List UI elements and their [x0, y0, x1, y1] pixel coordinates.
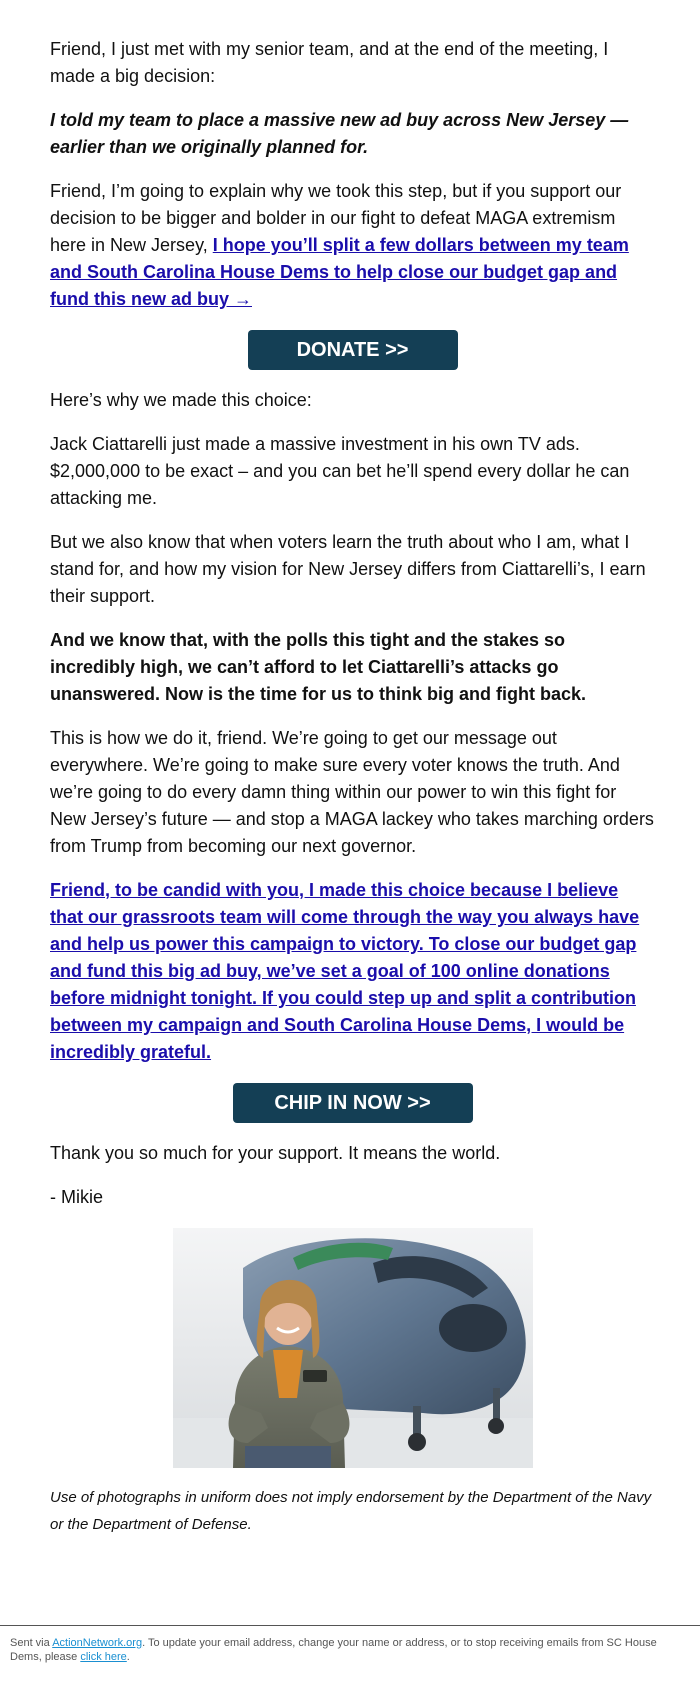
how-paragraph: This is how we do it, friend. We’re going to get our message out everywhere. We’re going to make sure every voter knows the truth. And we’re going to do every damn thing within our power to win this fight for New Jersey’s future — and stop a MAGA lackey who takes marching orders from Trump from becoming our next governor.: [50, 728, 654, 856]
signoff: - Mikie: [50, 1187, 103, 1207]
intro-paragraph: Friend, I just met with my senior team, and at the end of the meeting, I made a big decision:: [50, 39, 609, 86]
thanks-paragraph: Thank you so much for your support. It means the world.: [50, 1143, 501, 1163]
footer-end: .: [126, 1651, 130, 1663]
chip-in-button[interactable]: CHIP IN NOW >>: [233, 1083, 473, 1123]
photo-disclaimer: Use of photographs in uniform does not imply endorsement by the Department of the Navy or the Department of Defense.: [50, 1489, 652, 1533]
why-paragraph: Here’s why we made this choice:: [50, 390, 312, 410]
explain-paragraph: [50, 178, 655, 313]
footer-update-text: . To update your email address, change your name or address, or to stop receiving emails from SC House Dems, please: [10, 1637, 657, 1663]
candid-donation-link[interactable]: Friend, to be candid with you, I made this choice because I believe that our grassroots team will come through the way you always have and help us power this campaign to victory. To close our budget gap and fund this big ad buy, we’ve set a goal of 100 online donations before midnight tonight. If you could step up and split a contribution between my campaign and South Carolina House Dems, I would be incredibly grateful.: [50, 880, 640, 1062]
unsubscribe-link[interactable]: click here: [80, 1651, 127, 1663]
email-footer: [0, 1625, 700, 1664]
footer-text: [0, 1626, 700, 1664]
voters-paragraph: But we also know that when voters learn the truth about who I am, what I stand for, and how my vision for New Jersey differs from Ciattarelli’s, I earn their support.: [50, 532, 646, 606]
photo-illustration: [173, 1228, 533, 1468]
split-donation-link[interactable]: I hope you’ll split a few dollars between my team and South Carolina House Dems to help close our budget gap and fund this new ad buy →: [50, 235, 629, 309]
polls-paragraph: And we know that, with the polls this tight and the stakes so incredibly high, we can’t afford to let Ciattarelli’s attacks go unanswered. Now is the time for us to think big and fight back.: [50, 630, 587, 704]
chip-in-button-row: [50, 1083, 655, 1123]
donate-button[interactable]: DONATE >>: [248, 330, 458, 370]
ciattarelli-paragraph: Jack Ciattarelli just made a massive investment in his own TV ads. $2,000,000 to be exact – and you can bet he’ll spend every dollar he can attacking me.: [50, 434, 630, 508]
footer-sent-via: Sent via: [10, 1637, 53, 1649]
donate-button-row: [50, 330, 655, 370]
action-network-link[interactable]: ActionNetwork.org: [52, 1637, 143, 1649]
email-body: [50, 36, 655, 1538]
explain-text: Friend, I’m going to explain why we took this step, but if you support our decision to be bigger and bolder in our fight to defeat MAGA extremism here in New Jersey,: [50, 181, 622, 255]
lead-statement: I told my team to place a massive new ad buy across New Jersey — earlier than we originally planned for.: [50, 110, 629, 157]
candidate-helicopter-photo: [173, 1228, 533, 1468]
candid-paragraph: [50, 877, 655, 1066]
